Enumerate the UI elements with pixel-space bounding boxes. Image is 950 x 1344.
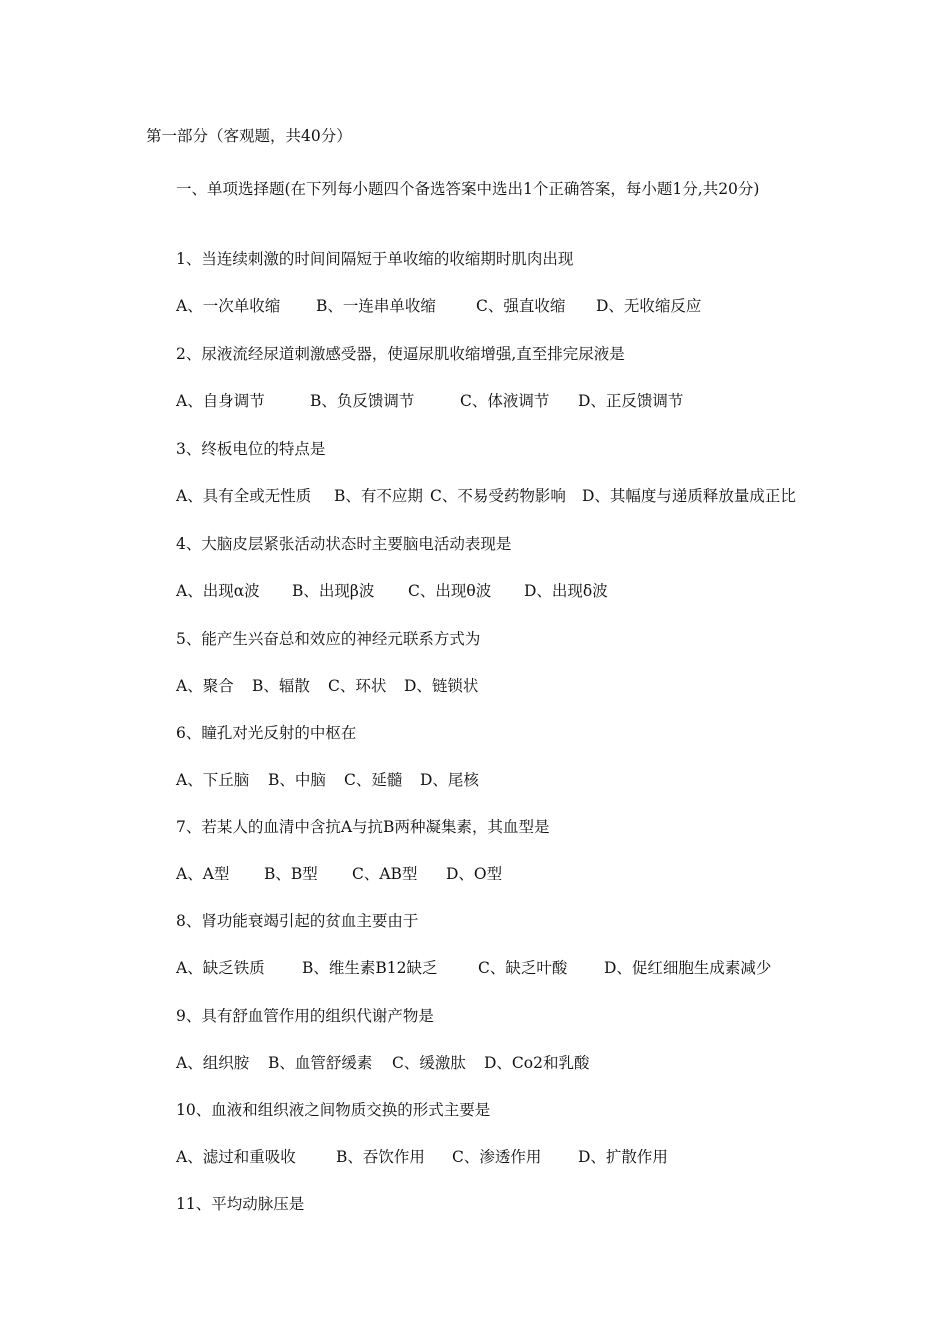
question-2-options (176, 391, 683, 411)
question-3-option-d: D、其幅度与递质释放量成正比 (582, 487, 796, 505)
question-4-option-c: C、出现θ波 (408, 582, 492, 600)
question-5-option-d: D、链锁状 (404, 677, 479, 695)
question-10-stem: 10、血液和组织液之间物质交换的形式主要是 (176, 1101, 491, 1119)
question-11-stem: 11、平均动脉压是 (176, 1195, 305, 1213)
section-heading: 一、单项选择题(在下列每小题四个备选答案中选出1个正确答案，每小题1分,共20分) (176, 180, 760, 198)
question-10-option-c: C、渗透作用 (452, 1148, 542, 1166)
question-7-option-c: C、AB型 (352, 865, 418, 883)
question-7-stem: 7、若某人的血清中含抗A与抗B两种凝集素，其血型是 (176, 818, 550, 836)
question-3-option-b: B、有不应期 (334, 487, 423, 505)
question-2-option-a: A、自身调节 (176, 392, 265, 410)
question-10-option-d: D、扩散作用 (578, 1148, 668, 1166)
question-6-options (176, 770, 479, 790)
question-4-option-d: D、出现δ波 (524, 582, 608, 600)
question-10-options (176, 1147, 668, 1167)
question-9-options (176, 1053, 589, 1073)
question-1-stem: 1、当连续刺激的时间间隔短于单收缩的收缩期时肌肉出现 (176, 250, 574, 268)
question-8-options (176, 958, 771, 978)
question-9-stem: 9、具有舒血管作用的组织代谢产物是 (176, 1007, 434, 1025)
question-5-stem: 5、能产生兴奋总和效应的神经元联系方式为 (176, 630, 481, 648)
question-4-option-b: B、出现β波 (292, 582, 375, 600)
question-3-option-c: C、不易受药物影响 (430, 487, 566, 505)
question-5-option-b: B、辐散 (252, 677, 310, 695)
question-5-options (176, 676, 478, 696)
question-2-option-c: C、体液调节 (460, 392, 550, 410)
question-6-option-d: D、尾核 (420, 771, 479, 789)
question-9-option-b: B、血管舒缓素 (268, 1054, 373, 1072)
question-8-stem: 8、肾功能衰竭引起的贫血主要由于 (176, 912, 419, 930)
question-2-stem: 2、尿液流经尿道刺激感受器，使逼尿肌收缩增强,直至排完尿液是 (176, 345, 625, 363)
question-2-option-b: B、负反馈调节 (310, 392, 415, 410)
question-2-option-d: D、正反馈调节 (578, 392, 684, 410)
question-4-stem: 4、大脑皮层紧张活动状态时主要脑电活动表现是 (176, 535, 512, 553)
question-7-option-d: D、O型 (446, 865, 503, 883)
question-10-option-a: A、滤过和重吸收 (176, 1148, 296, 1166)
question-1-options (176, 296, 701, 316)
question-3-stem: 3、终板电位的特点是 (176, 440, 326, 458)
question-8-option-d: D、促红细胞生成素减少 (604, 959, 772, 977)
question-5-option-c: C、环状 (328, 677, 387, 695)
question-9-option-d: D、Co2和乳酸 (484, 1054, 590, 1072)
question-1-option-a: A、一次单收缩 (176, 297, 281, 315)
question-8-option-a: A、缺乏铁质 (176, 959, 265, 977)
question-8-option-c: C、缺乏叶酸 (478, 959, 568, 977)
question-1-option-c: C、强直收缩 (476, 297, 566, 315)
question-8-option-b: B、维生素B12缺乏 (302, 959, 438, 977)
question-7-option-a: A、A型 (176, 865, 230, 883)
question-6-option-c: C、延髓 (344, 771, 403, 789)
question-3-option-a: A、具有全或无性质 (176, 487, 312, 505)
question-3-options (176, 486, 796, 506)
question-9-option-c: C、缓激肽 (392, 1054, 466, 1072)
question-4-option-a: A、出现α波 (176, 582, 260, 600)
question-7-options (176, 864, 502, 884)
question-6-stem: 6、瞳孔对光反射的中枢在 (176, 724, 357, 742)
question-10-option-b: B、吞饮作用 (336, 1148, 425, 1166)
question-1-option-d: D、无收缩反应 (596, 297, 702, 315)
question-6-option-a: A、下丘脑 (176, 771, 250, 789)
question-4-options (176, 581, 608, 601)
question-1-option-b: B、一连串单收缩 (316, 297, 436, 315)
question-5-option-a: A、聚合 (176, 677, 234, 695)
question-9-option-a: A、组织胺 (176, 1054, 250, 1072)
part-title: 第一部分（客观题，共40分） (146, 127, 352, 145)
question-7-option-b: B、B型 (264, 865, 318, 883)
question-6-option-b: B、中脑 (268, 771, 326, 789)
